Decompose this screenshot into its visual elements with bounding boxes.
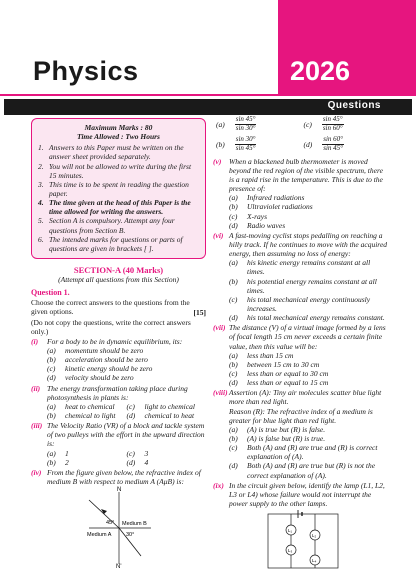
option[interactable]: (d) less than or equal to 15 cm (229, 378, 329, 388)
circuit-figure (213, 510, 388, 572)
lamp-l3-label: L₃ (288, 548, 293, 554)
options-v (213, 193, 388, 230)
question-ix: (ix) In the circuit given below, identify the lamp (L1, L2, L3 or L4) whose failure would not interrupt the power supply to the other lamps. (213, 480, 385, 508)
question-vi: (vi) A fast-moving cyclist stops pedalling on reaching a hilly track. If he continues to move with the acquired energy, then assuming no loss of energy: (213, 230, 388, 259)
option[interactable]: (d) Radio waves (229, 220, 286, 230)
option[interactable]: (a) momentum should be zero (47, 346, 144, 356)
right-column (213, 116, 388, 572)
max-marks: Maximum Marks : 80 (84, 123, 153, 132)
angle-label: 30° (126, 532, 135, 539)
instruction-item: 3. This time is to be spent in reading the question paper. (38, 179, 189, 198)
option[interactable]: (a) less than 15 cm (229, 350, 294, 360)
option[interactable]: (a) 1 (47, 448, 69, 458)
time-allowed: Time Allowed : Two Hours (77, 132, 160, 142)
question-iii: (iii) The Velocity Ratio (VR) of a block and tackle system of two pulleys with the effort in the upward direction is: (31, 421, 205, 449)
question-note: (Do not copy the questions, write the correct answers only.) (31, 317, 191, 336)
option[interactable]: (a) (A) is true but (R) is false. (229, 424, 326, 434)
options-iii (31, 449, 206, 467)
option[interactable]: (c) light to chemical (126, 401, 195, 411)
question-i: (i) For a body to be in dynamic equilibrium, its: (31, 336, 183, 346)
lamp-l4-label: L₄ (312, 558, 317, 564)
year-label: 2026 (290, 56, 351, 86)
lamp-l1-label: L₁ (288, 528, 293, 534)
option[interactable]: (c) his total mechanical energy continuously increases. (229, 294, 371, 313)
option[interactable]: (b) between 15 cm to 30 cm (229, 359, 320, 369)
instructions-list (38, 143, 199, 253)
option[interactable]: (d) chemical to heat (126, 411, 195, 421)
questions-banner (4, 99, 412, 115)
option[interactable]: (b) acceleration should be zero (47, 355, 148, 365)
options-i (31, 346, 206, 383)
lamp-l2-label: L₂ (312, 533, 317, 539)
question-vii: (vii) The distance (V) of a virtual image formed by a lens of focal length 15 cm never exceeds a certain finite value, then this value will be: (213, 323, 386, 351)
instruction-item: 4. The time given at the head of this Paper is the time allowed for writing the answers. (38, 198, 191, 217)
normal-top-label: N (117, 487, 122, 494)
option[interactable]: (b) (A) is false but (R) is true. (229, 433, 326, 443)
option[interactable]: (b) his potential energy remains constant at all times. (229, 276, 377, 295)
instruction-item: 5. Section A is compulsory. Attempt any four questions from Section B. (38, 216, 175, 235)
options-iv (213, 116, 388, 153)
question-iv: (iv) From the figure given below, the refractive index of medium B with respect to medium A (AμB) is: (31, 467, 201, 487)
banner-label: Questions (327, 100, 381, 111)
question-ii: (ii) The energy transformation taking place during photosynthesis in plants is: (31, 383, 188, 402)
circuit-outline (268, 514, 338, 568)
option[interactable]: (a) heat to chemical (47, 401, 115, 411)
option[interactable]: (d) 4 (126, 457, 149, 467)
normal-bottom-label: N' (116, 564, 122, 569)
option[interactable]: (d) $\frac{\sin 60^\circ}{\sin 45^\circ}$ (303, 135, 343, 153)
instruction-item: 1. Answers to this Paper must be written on the answer sheet provided separately. (38, 143, 184, 162)
medium-a-label: Medium A (87, 532, 112, 539)
angle-label: 45° (106, 520, 115, 527)
option[interactable]: (a) his kinetic energy remains constant at all times. (229, 258, 371, 277)
instruction-item: 6. The intended marks for questions or parts of questions are given in brackets [ ]. (38, 234, 183, 253)
option[interactable]: (c) X-rays (229, 211, 267, 221)
option[interactable]: (c) $\frac{\sin 45^\circ}{\sin 60^\circ}$ (303, 115, 343, 132)
option[interactable]: (b) chemical to light (47, 411, 116, 421)
instructions-box (31, 118, 206, 259)
question-viii-reason: Reason (R): The refractive index of a medium is greater for blue light than red light. (229, 406, 373, 425)
header-rule (0, 94, 416, 96)
question-heading: Question 1. (31, 288, 70, 298)
option[interactable]: (c) less than or equal to 30 cm (229, 368, 329, 378)
option[interactable]: (b) 2 (47, 457, 69, 467)
question-marks: [15] (193, 307, 206, 317)
medium-b-label: Medium B (122, 521, 147, 528)
instruction-item: 2. You will not be allowed to write during the first 15 minutes. (38, 161, 192, 180)
option[interactable]: (c) kinetic energy should be zero (47, 364, 153, 374)
options-viii (213, 425, 388, 480)
question-viii: (viii) Assertion (A): Tiny air molecules scatter blue light more than red light. (213, 388, 382, 407)
option[interactable]: (a) $\frac{\sin 45^\circ}{\sin 30^\circ}$ (216, 115, 256, 132)
options-vii (213, 351, 388, 388)
option[interactable]: (d) velocity should be zero (47, 373, 134, 383)
option[interactable]: (b) $\frac{\sin 30^\circ}{\sin 45^\circ}$ (216, 135, 256, 153)
option[interactable]: (b) Ultraviolet radiations (229, 202, 313, 212)
section-subtitle: (Attempt all questions from this Section) (58, 275, 179, 285)
question-intro: Choose the correct answers to the questions from the given options. (31, 298, 190, 317)
section-title: SECTION-A (40 Marks) (73, 264, 164, 275)
option[interactable]: (c) Both (A) and (R) are true and (R) is correct explanation of (A). (229, 443, 378, 462)
option[interactable]: (a) Infrared radiations (229, 193, 305, 203)
options-ii (31, 402, 206, 420)
refraction-figure (31, 486, 206, 568)
option[interactable]: (c) 3 (126, 448, 149, 458)
left-column (31, 118, 206, 568)
option[interactable]: (d) Both (A) and (R) are true but (R) is not the correct explanation of (A). (229, 461, 376, 480)
option[interactable]: (d) his total mechanical energy remains constant. (229, 313, 385, 323)
subject-title: Physics (33, 56, 139, 86)
options-vi (213, 258, 388, 322)
question-v: (v) When a blackened bulb thermometer is moved beyond the red region of the visible spectrum, there is a rapid rise in the temperature. This is due to the presence of: (213, 156, 383, 194)
